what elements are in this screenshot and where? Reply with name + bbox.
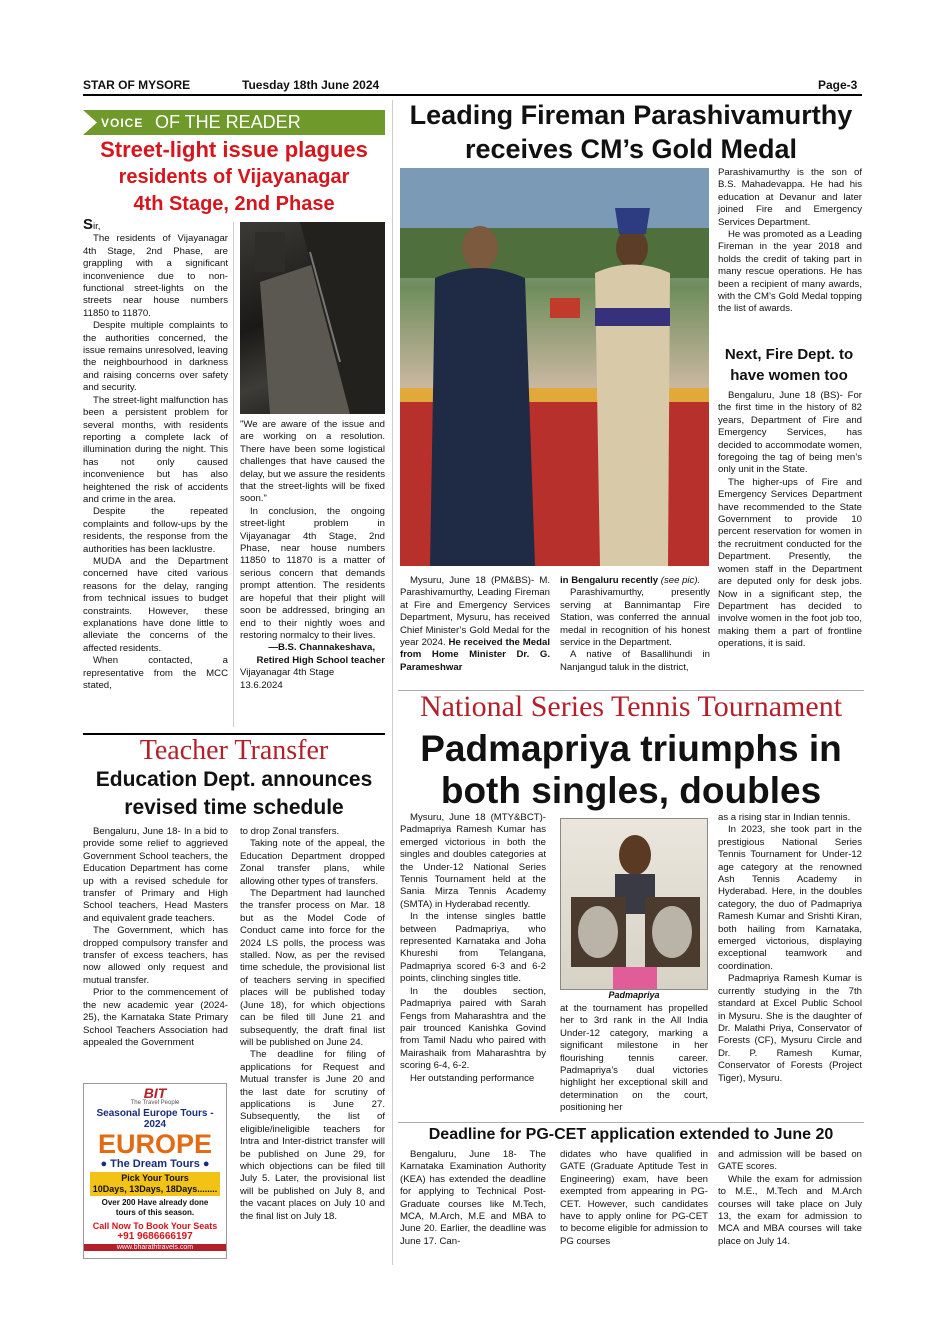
paragraph: Despite the repeated complaints and follow-ups by the residents, the response from the authorities has been lacklustre. bbox=[83, 506, 228, 555]
tennis-body-1 bbox=[400, 812, 546, 1085]
paragraph: The Department had launched the transfer process on Mar. 18 but as the Model Code of Conduct came into force for the 2024 LS polls, the process was stalled. Now, as per the revised time schedule, the provisional list of teachers serving in specified places will be published today (June 18), for which objections can be filed till June 21 and subsequently, the draft final list will be published on June 24. bbox=[240, 888, 385, 1048]
paragraph: Prior to the commencement of the new academic year (2024-25), the Karnataka State Primary School Teachers Association had appealed the Government bbox=[83, 987, 228, 1048]
tennis-headline-2: both singles, doubles bbox=[440, 770, 822, 811]
ad-durations: 10Days, 13Days, 18Days........ bbox=[92, 1184, 218, 1194]
paragraph: didates who have qualified in GATE (Graduate Aptitude Test in Engineering) exam, have been exempted from appearing in PG-CET. However, such candidates have to apply online for PG-CET to become eligible for admission to PG courses bbox=[560, 1149, 708, 1247]
ad-star-icon: ● bbox=[202, 1158, 210, 1170]
teacher-body-left bbox=[83, 826, 228, 1049]
signature-title: Retired High School teacher bbox=[256, 654, 385, 666]
paragraph: Bengaluru, June 18- The Karnataka Examination Authority (KEA) has extended the deadline for applying to Technical Post-Graduate courses like M.Tech, MCA, M.Arch, M.E and MBA to June 20. Earlier, the deadline was June 17. Can- bbox=[400, 1149, 546, 1247]
paper-name: STAR OF MYSORE bbox=[83, 78, 191, 92]
voice-banner bbox=[83, 110, 385, 135]
paragraph: to drop Zonal transfers. bbox=[240, 826, 340, 837]
pgcet-body-2 bbox=[560, 1149, 708, 1248]
paragraph: The residents of Vijayanagar 4th Stage, 2nd Phase, are grappling with a significant inconvenience due to non-functional street-lights on the streets near house numbers 11850 to 11870. bbox=[83, 233, 228, 319]
paragraph: in Bengaluru recently (see pic). bbox=[560, 575, 701, 586]
voice-label-rest: OF THE READER bbox=[155, 112, 301, 132]
voice-body-left bbox=[83, 216, 228, 692]
ad-phone[interactable]: +91 9686666197 bbox=[117, 1231, 193, 1242]
teacher-body-right bbox=[240, 826, 385, 1223]
teacher-kicker: Teacher Transfer bbox=[139, 735, 329, 766]
fireman-headline: Leading Fireman Parashivamurthy bbox=[409, 100, 853, 130]
paragraph: Despite multiple complaints to the authorities concerned, the issue remains unresolved, leaving the neighbourhood in darkness and raising concerns over safety and security. bbox=[83, 320, 228, 394]
paragraph: Parashivamurthy is the son of B.S. Mahadevappa. He had his education at Devanur and later joined Fire and Emergency Services Department. bbox=[718, 167, 862, 228]
ad-over: Over 200 Have already done bbox=[101, 1198, 209, 1207]
voice-label: VOICE bbox=[101, 116, 144, 130]
fireman-body-2 bbox=[560, 575, 710, 674]
women-headline: Next, Fire Dept. to bbox=[724, 346, 854, 363]
signature-place: Vijayanagar 4th Stage bbox=[240, 667, 335, 679]
medal-photo-art bbox=[400, 168, 709, 566]
pgcet-headline: Deadline for PG-CET application extended to June 20 bbox=[428, 1126, 834, 1143]
photo-caption: Padmapriya bbox=[608, 990, 660, 1000]
fireman-body-3 bbox=[718, 167, 862, 316]
header-rule bbox=[83, 94, 862, 96]
ad-star-icon: ● bbox=[100, 1158, 108, 1170]
paragraph: Bengaluru, June 18 (BS)- For the first time in the history of 82 years, Department of Fire and Emergency Services, has decided to accommodate women, foregoing the tag of being men’s only unit in the State. bbox=[718, 390, 862, 476]
pgcet-body-3 bbox=[718, 1149, 862, 1248]
paragraph: Her outstanding performance bbox=[410, 1072, 535, 1084]
paragraph: Mysuru, June 18 (MTY&BCT)- Padmapriya Ramesh Kumar has emerged victorious in both the singles and doubles categories at the Under-12 National Series Tennis Tournament held at the Sania Mirza Tennis Academy (SMTA) in Hyderabad recently. bbox=[400, 812, 546, 910]
paragraph: While the exam for admission to M.E., M.Tech and M.Arch courses will take place on July 13, the exam for admission to MCA and MBA courses will take place on July 14. bbox=[718, 1173, 862, 1247]
fireman-body-1 bbox=[400, 575, 550, 674]
voice-headline: Street-light issue plagues bbox=[100, 137, 368, 162]
tennis-headline: Padmapriya triumphs in bbox=[420, 728, 842, 769]
section-rule bbox=[398, 1122, 864, 1123]
paragraph: Mysuru, June 18 (PM&BS)- M. Parashivamurthy, Leading Fireman at Fire and Emergency Services Department, Mysuru, has received Chief Minister’s Gold Medal for the year 2024. He received the Medal from Home Minister Dr. G. Parameshwar bbox=[400, 575, 550, 673]
ad-sub: ● The Dream Tours ● bbox=[100, 1158, 210, 1170]
ad-call: Call Now To Book Your Seats bbox=[92, 1221, 218, 1231]
paragraph: Parashivamurthy, presently serving at Bannimantap Fire Station, was conferred the annual medal in recognition of his honest service in the Department. bbox=[560, 587, 710, 649]
ad-brand: BIT bbox=[143, 1085, 167, 1101]
issue-date: Tuesday 18th June 2024 bbox=[242, 78, 380, 92]
paragraph: In the intense singles battle between Padmapriya, who represented Karnataka and Joha Khureshi from Telangana, Padmapriya scored 6-3 and 6-2 points, clinching singles title. bbox=[400, 911, 546, 985]
pgcet-body-1 bbox=[400, 1149, 546, 1248]
women-headline-2: have women too bbox=[730, 367, 848, 384]
column-divider bbox=[233, 222, 234, 727]
paragraph: The higher-ups of Fire and Emergency Services Department have recommended to the State Government to provide 10 percent reservation for women in the recruitment conducted for the Department. Presently, the women staff in the Department are deputed only for desk jobs. Now in a significant step, the Department has decided to involve women in the foot job too, making them a part of frontline operations, it is said. bbox=[718, 476, 862, 650]
padmapriya-photo bbox=[560, 818, 708, 990]
ad-website[interactable]: www.bharathtravels.com bbox=[84, 1244, 226, 1251]
tennis-kicker: National Series Tennis Tournament bbox=[419, 690, 843, 723]
bold-lead: He received the Medal from Home Minister Dr. G. Parameshwar bbox=[400, 637, 550, 673]
paragraph: "We are aware of the issue and are working on a resolution. There have been some logistical challenges that have caused the delay, but we assure the residents that the street-lights will be fixed soon." bbox=[240, 419, 385, 505]
voice-headline-3: 4th Stage, 2nd Phase bbox=[133, 193, 335, 215]
teacher-headline: Education Dept. announces bbox=[95, 768, 373, 791]
tennis-body-2 bbox=[560, 1003, 708, 1115]
ad-pick-box bbox=[90, 1172, 220, 1196]
ad-brand-tag: The Travel People bbox=[130, 1100, 180, 1106]
paragraph: A native of Basallihundi in Nanjangud taluk in the district, bbox=[560, 649, 710, 673]
paragraph: The Government, which has dropped compulsory transfer and transfer of excess teachers, has now allowed only request and mutual transfer. bbox=[83, 925, 228, 986]
street-photo-art bbox=[240, 222, 385, 414]
paragraph: In conclusion, the ongoing street-light problem in Vijayanagar 4th Stage, 2nd Phase, near house numbers 11850 to 11870 is a matter of serious concern that demands prompt attention. The residents are hopeful that their plight will soon be addressed, bringing an end to their nightly woes and restoring normalcy to their lives. bbox=[240, 505, 385, 641]
voice-headline-2: residents of Vijayanagar bbox=[118, 166, 350, 188]
paragraph: He was promoted as a Leading Fireman in the year 2018 and holds the credit of taking part in many rescue operations. He has been a recipient of many awards, with the CM’s Gold Medal topping the list of awards. bbox=[718, 229, 862, 315]
paragraph: Taking note of the appeal, the Education Department dropped Zonal transfer plans, while allowing other types of transfers. bbox=[240, 838, 385, 887]
teacher-headline-2: revised time schedule bbox=[124, 796, 344, 819]
paragraph: Bengaluru, June 18- In a bid to provide some relief to aggrieved Government School teachers, the Education Department has come up with a revised schedule for transfer of Primary and High School teachers, Head Masters and equivalent grade teachers. bbox=[83, 826, 228, 924]
women-body bbox=[718, 390, 862, 651]
signature-name: —B.S. Channakeshava, bbox=[268, 642, 375, 654]
ad-line1: Seasonal Europe Tours - 2024 bbox=[96, 1108, 214, 1130]
ad-over2: tours of this season. bbox=[115, 1208, 195, 1217]
medal-photo bbox=[400, 168, 709, 566]
street-photo bbox=[240, 222, 385, 414]
paragraph: Padmapriya Ramesh Kumar is currently studying in the 7th standard at Excel Public School in Mysuru. She is the daughter of Dr. Malathi Priya, Conservator of Forests (CF), Mysuru Circle and Dr. P. Ramesh Kumar, Conservator of Forests (Project Tiger), Mysuru. bbox=[718, 973, 862, 1084]
paragraph: The deadline for filing of applications for Request and Mutual transfer is June 20 and the last date for scrutiny of applications is June 27. Subsequently, the list of eligible/ineligible teachers for Intra and Inter-district transfer will be published on June 29, for which objections can be filed till July 5. Later, the provisional list will be published on July 8, and the vacant places on July 10 and the final list on July 18. bbox=[240, 1049, 385, 1222]
paragraph: The street-light malfunction has been a persistent problem for several months, with residents reporting a complete lack of illumination during the night. This has not only caused inconvenience but has also heightened the risk of accidents and crime in the area. bbox=[83, 394, 228, 505]
page-number: Page-3 bbox=[818, 78, 858, 92]
salutation: Sir, bbox=[83, 216, 101, 233]
signature-date: 13.6.2024 bbox=[240, 679, 283, 691]
paragraph: at the tournament has propelled her to 3rd rank in the All India Under-12 category, marking a significant milestone in her flourishing tennis career. Padmapriya’s dual victories highlight her exceptional skill and determination on the court, positioning her bbox=[560, 1003, 708, 1114]
column-divider bbox=[392, 100, 393, 1265]
paragraph: When contacted, a representative from the MCC stated, bbox=[83, 655, 228, 692]
padmapriya-photo-art bbox=[561, 819, 708, 990]
fireman-headline-2: receives CM’s Gold Medal bbox=[464, 134, 798, 164]
ad-pick: Pick Your Tours bbox=[121, 1173, 189, 1183]
ad-europe: EUROPE bbox=[97, 1129, 213, 1159]
paragraph: In 2023, she took part in the prestigious National Series Tennis Tournament for Under-12 age category at the renowned Ash Tennis Academy in Hyderabad. Here, in the doubles category, the duo of Padmapriya Ramesh Kumar and Srishti Kiran, both hailing from Karnataka, emerged victorious, displaying exceptional teamwork and coordination. bbox=[718, 824, 862, 972]
tennis-body-3 bbox=[718, 812, 862, 1085]
voice-body-right bbox=[240, 419, 385, 692]
travel-ad[interactable] bbox=[83, 1083, 227, 1259]
paragraph: and admission will be based on GATE scores. bbox=[718, 1149, 862, 1173]
paragraph: In the doubles section, Padmapriya paired with Sarah Fengs from Maharashtra and the pair trounced Kanishka Govind from Tamil Nadu who paired with Mairashaik from Maharashtra by scoring 6-4, 6-2. bbox=[400, 985, 546, 1072]
paragraph: MUDA and the Department concerned have cited various reasons for the delay, ranging from technical issues to budget constraints. However, these explanations have done little to alleviate the concerns of the affected residents. bbox=[83, 555, 228, 654]
paragraph: as a rising star in Indian tennis. bbox=[718, 812, 851, 823]
banner-arrow bbox=[83, 110, 97, 135]
